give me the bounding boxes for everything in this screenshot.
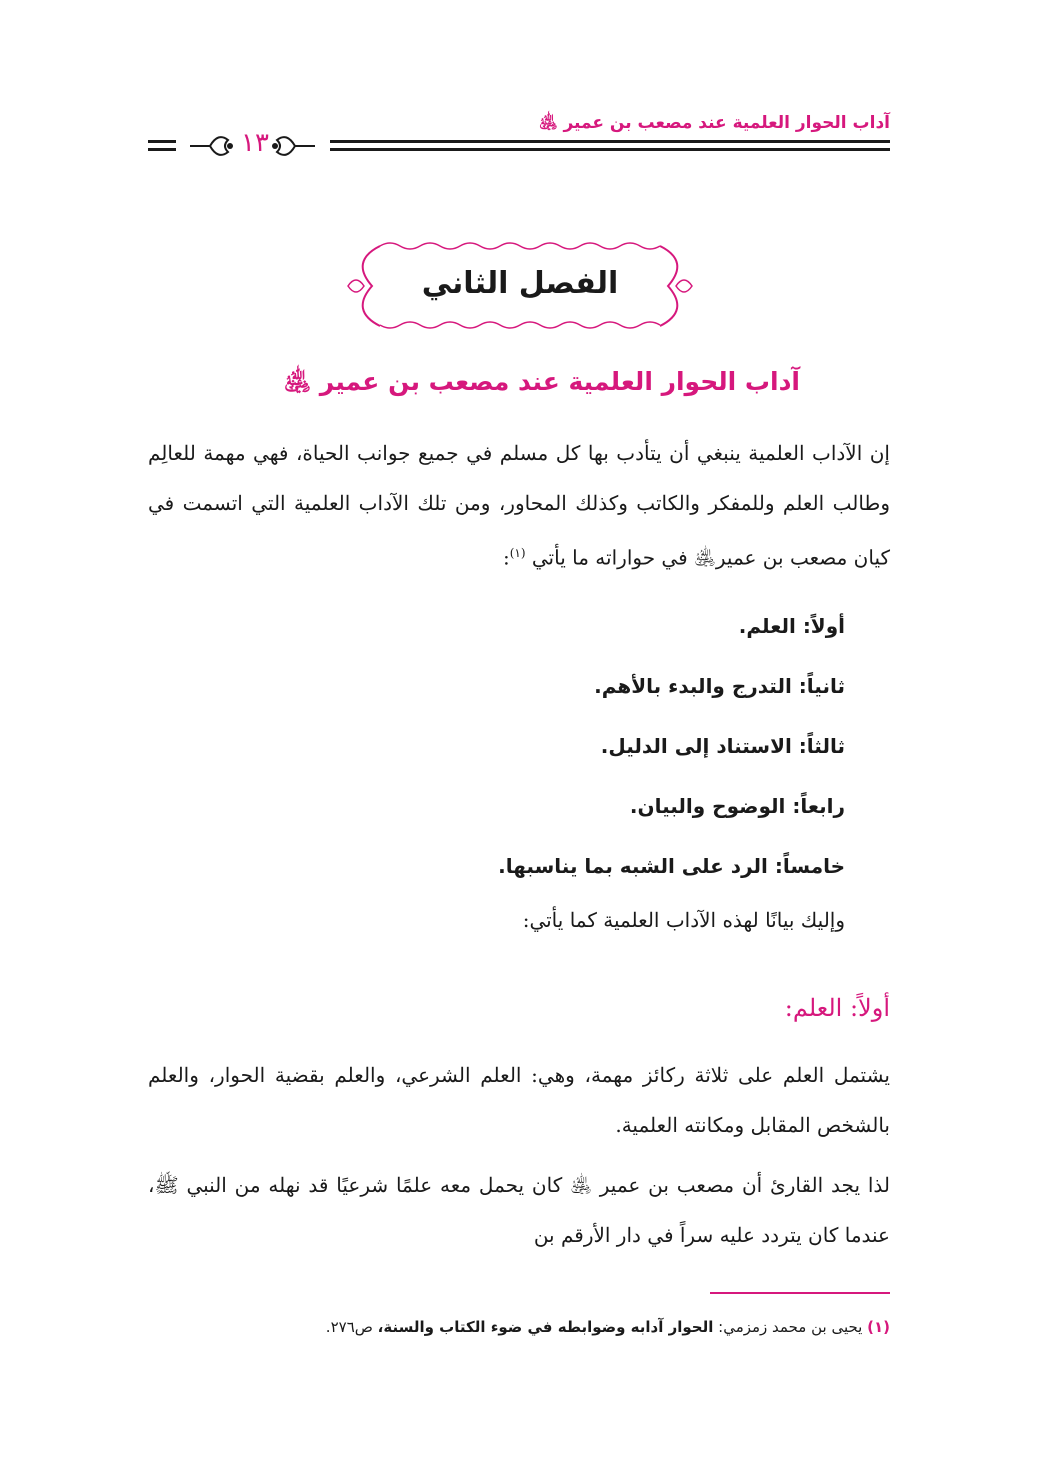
list-item: أولاً: العلم. — [738, 614, 845, 638]
list-item: ثانياً: التدرج والبدء بالأهم. — [594, 674, 845, 698]
header-rule-left-bottom — [148, 148, 176, 151]
paragraph-intro — [148, 428, 890, 583]
footnote-ref: (١) — [509, 546, 526, 560]
list-item: خامساً: الرد على الشبه بما يناسبها. — [498, 854, 845, 878]
paragraph-intro-text: إن الآداب العلمية ينبغي أن يتأدب بها كل مسلم في جميع جوانب الحياة، فهي مهمة للعالِم وطالب العلم وللمفكر والكاتب وكذلك المحاور، ومن تلك الآداب العلمية التي اتسمت في كيان مصعب بن عمير﵁ في حواراته ما يأتي — [148, 441, 890, 570]
paragraph-intro-end: : — [502, 545, 510, 570]
section-heading: آداب الحوار العلمية عند مصعب بن عمير ﵁ — [283, 367, 800, 396]
footnote-author: يحيى بن محمد زمزمي: — [718, 1318, 863, 1336]
footnote — [326, 1318, 890, 1336]
sub-heading: أولاً: العلم: — [784, 994, 890, 1022]
list-item: ثالثاً: الاستناد إلى الدليل. — [600, 734, 845, 758]
paragraph-knowledge: يشتمل العلم على ثلاثة ركائز مهمة، وهي: العلم الشرعي، والعلم بقضية الحوار، والعلم بالشخص المقابل ومكانته العلمية. — [148, 1063, 890, 1137]
paragraph-musab: لذا يجد القارئ أن مصعب بن عمير ﵁ كان يحمل معه علمًا شرعيًا قد نهله من النبي ﷺ، عندما كان يتردد عليه سراً في دار الأرقم بن — [148, 1173, 890, 1247]
header-rule-bottom — [330, 148, 890, 151]
page-number: ١٣ — [241, 128, 269, 158]
chapter-title: الفصل الثاني — [421, 266, 619, 301]
etiquette-list — [498, 596, 845, 896]
footnote-page: ص٢٧٦. — [325, 1318, 373, 1336]
running-title: آداب الحوار العلمية عند مصعب بن عمير ﵁ — [538, 113, 890, 133]
header-rule-top — [330, 140, 890, 143]
footnote-title: الحوار آدابه وضوابطه في ضوء الكتاب والسنة، — [377, 1318, 714, 1336]
list-item: رابعاً: الوضوح والبيان. — [629, 794, 845, 818]
footnote-rule — [710, 1292, 890, 1294]
intro-line: وإليك بيانًا لهذه الآداب العلمية كما يأتي: — [522, 908, 845, 932]
header-rule-left-top — [148, 140, 176, 143]
footnote-number: (١) — [867, 1318, 890, 1336]
